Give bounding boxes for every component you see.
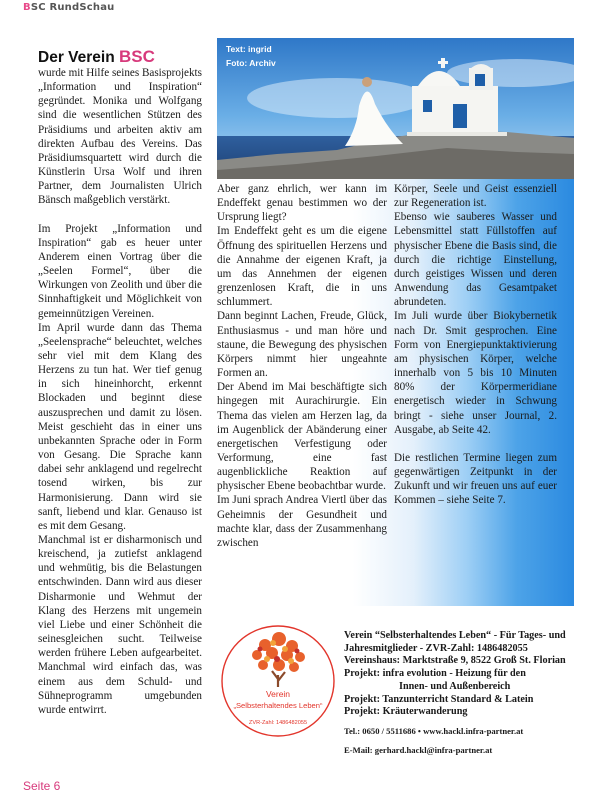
paragraph: Der Abend im Mai beschäftigte sich hingegen mit Aurachirurgie. Ein Thema das vielen am Herzen lag, da im Augenblick der Abänderung einer energetischen Verfestigung oder Verformung, eine fast augenblickliche Reaktion auf physischer Ebene beobachtbar wurde. bbox=[217, 381, 387, 493]
paragraph: Dann beginnt Lachen, Freude, Glück, Enthusiasmus - und man höre und staune, die Bewegung des physischen Körpers nimmt hier ungeahnte Formen an. bbox=[217, 310, 387, 380]
paragraph: Im Juni sprach Andrea Viertl über das Geheimnis der Gesundheit und machte klar, dass der Zusammenhang zwischen bbox=[217, 494, 387, 549]
ad-name-line2: Jahresmitglieder - ZVR-Zahl: 1486482055 bbox=[344, 642, 528, 654]
paragraph: Die restlichen Termine liegen zum gegenwärtigen Zeitpunkt in der Zukunft und wir freuen uns auf euer Kommen – siehe Seite 7. bbox=[394, 451, 557, 507]
ad-address: Vereinshaus: Marktstraße 9, 8522 Groß St. Florian bbox=[344, 655, 566, 667]
paragraph: Aber ganz ehrlich, wer kann im Endeffekt genau bestimmen wo der Ursprung liegt? bbox=[217, 183, 387, 224]
logo-text-name: „Selbsterhaltendes Leben“ bbox=[233, 701, 323, 710]
photo-credit-photo: Foto: Archiv bbox=[226, 58, 276, 68]
page-number: Seite 6 bbox=[23, 779, 61, 793]
section-title-prefix: Der Verein bbox=[38, 49, 119, 66]
association-logo bbox=[217, 615, 340, 740]
paragraph: wurde mit Hilfe seines Basisprojekts „Information und Inspiration“ gegründet. Monika und Wolfgang sind die wesentlichen Stützen des Präsidiums und arbeiten aktiv am direkten Aufbau des Vereins. Das Präsidiumsquartett wird durch die Künstlerin Ursa Wolf und ihren Partner, dem Journalisten Ulrich Bänsch maßgeblich verstärkt. bbox=[38, 67, 202, 207]
association-contact-block bbox=[344, 630, 572, 756]
ad-project-3: Projekt: Kräuterwanderung bbox=[344, 706, 468, 718]
chapel-photo bbox=[217, 38, 574, 179]
paragraph: Im April wurde dann das Thema „Seelensprache“ beleuchtet, welches sehr viel mit dem Klang des Herzens zu tun hat. Wer tief genug in sich hineinhorcht, erkennt Blockaden und beginnt diese auszusprechen und damit zu lösen. Meist geschieht das in einer uns unbekannten Sprache oder in Form von Gesang. Die Sprache kann dabei sehr anklagend und regelrecht tosend wirken, bis zur Harmonisierung. Dann wird sie sanft, liebend und klar. Genauso ist es mit dem Gesang. bbox=[38, 321, 202, 532]
article-column-2 bbox=[217, 182, 387, 550]
paragraph: Körper, Seele und Geist essenziell zur Regeneration ist. bbox=[394, 183, 557, 210]
photo-credit-text: Text: ingrid bbox=[226, 44, 272, 54]
paragraph: Im Endeffekt geht es um die eigene Öffnung des spirituellen Herzens und die Annahme der eigenen Kraft, ja um das Annehmen der eigenen grenzenlosen Kraft, die in uns schlummert. bbox=[217, 225, 387, 309]
ad-project-1-cont: Innen- und Außenbereich bbox=[399, 680, 511, 692]
article-column-1 bbox=[38, 66, 202, 717]
section-title bbox=[38, 47, 155, 67]
paragraph: Manchmal ist er disharmonisch und kreischend, ja zutiefst anklagend und wehmütig, bis die Belastungen entschwinden. Dann wird aus dieser Disharmonie und Wehmut der Klang des Herzens mit ungemein viel Liebe und einer Schönheit die seinesgleichen sucht. Teilweise werden frühere Leben aufgearbeitet. Manchmal wird einfach das, was einem aus dem Schuld- und Sühneprogramm umgebunden wurde entwirrt. bbox=[38, 534, 202, 716]
paragraph: Im Juli wurde über Biokybernetik nach Dr. Smit gesprochen. Eine Form von Energiepunktaktivierung am physischen Körper, welche innerhalb von 5 bis 10 Minuten 80% der Körpermeridiane energetisch wieder in Schwung bringt - siehe unser Journal, 2. Ausgabe, ab Seite 42. bbox=[394, 310, 557, 436]
logo-text-verein: Verein bbox=[265, 689, 291, 699]
paragraph: Im Projekt „Information und Inspiration“ gab es heuer unter Anderem einen Vortrag über die „Seelen Formel“, über die Wirkungen von Zeolith und über die Sinnhaftigkeit und Möglichkeit von gemeinnützigen Vereinen. bbox=[38, 222, 202, 320]
paragraph: Ebenso wie sauberes Wasser und Lebensmittel statt Füllstoffen auf physischer Ebene die Basis sind, die durch die richtige Einstellung, durch geistiges Wissen und deren Anwendung das Gesamtpaket abrundeten. bbox=[394, 211, 557, 309]
ad-project-2: Projekt: Tanzunterricht Standard & Latein bbox=[344, 693, 534, 705]
ad-name-line1: Verein “Selbsterhaltendes Leben“ - Für Tages- und bbox=[344, 630, 566, 641]
header-brand-letter: B bbox=[23, 2, 31, 13]
article-column-3 bbox=[394, 182, 557, 507]
logo-text-zvr: ZVR-Zahl: 1486482055 bbox=[248, 720, 308, 726]
ad-email[interactable]: E-Mail: gerhard.hackl@infra-partner.at bbox=[344, 744, 493, 755]
header-brand-text: SC RundSchau bbox=[30, 2, 115, 13]
autumn-tree-icon bbox=[217, 615, 340, 740]
ad-phone-web[interactable]: Tel.: 0650 / 5511686 • www.hackl.infra-partner.at bbox=[344, 725, 524, 736]
section-title-brand: BSC bbox=[119, 47, 155, 66]
running-header bbox=[23, 2, 114, 13]
ad-project-1: Projekt: infra evolution - Heizung für den bbox=[344, 668, 526, 680]
